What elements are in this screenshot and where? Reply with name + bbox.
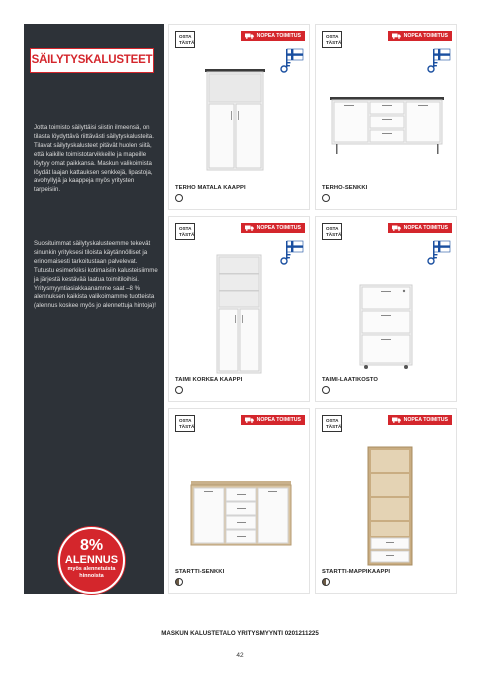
color-swatch[interactable] [175,578,183,586]
section-title: SÄILYTYSKALUSTEET [30,48,154,73]
fast-delivery-badge [241,31,305,41]
fast-delivery-label: NOPEA TOIMITUS [256,225,301,231]
product-card[interactable] [315,24,457,210]
product-name: STARTTI-MAPPIKAAPPI [322,569,391,575]
truck-icon [392,225,401,231]
product-name: STARTTI-SENKKI [175,569,225,575]
product-grid [168,24,457,594]
fast-delivery-badge [388,31,452,41]
truck-icon [245,417,254,423]
fast-delivery-label: NOPEA TOIMITUS [403,417,448,423]
fast-delivery-label: NOPEA TOIMITUS [403,33,448,39]
product-image [169,253,311,377]
color-swatch[interactable] [322,194,330,202]
truck-icon [392,33,401,39]
buy-here-button[interactable]: OSTA TÄSTÄ [175,31,195,48]
product-image [316,253,458,377]
fast-delivery-badge [388,415,452,425]
intro-paragraph: Jotta toimisto säilyttäisi siistin ilmeensä, on tilasta löydyttävä riittävästi säilytyskalusteita. Tilavat säilytyskalusteet pitävät huolen siitä, että kaikille toimistotarvikkeille ja mapeille löytyy omat paikkansa. Maskun valikoimista löydät laajan kattauksen senkkejä, lipastoja, avohyllyjä ja kaappeja myös yritysten tarpeisiin. [34,124,154,194]
color-swatch[interactable] [322,386,330,394]
product-image [316,445,458,569]
fast-delivery-label: NOPEA TOIMITUS [256,417,301,423]
badge-word: ALENNUS [64,554,119,566]
product-card[interactable] [315,216,457,402]
product-image [316,61,458,185]
fast-delivery-label: NOPEA TOIMITUS [403,225,448,231]
truck-icon [392,417,401,423]
product-card[interactable] [168,24,310,210]
product-card[interactable] [315,408,457,594]
product-card[interactable] [168,216,310,402]
truck-icon [245,225,254,231]
buy-here-button[interactable]: OSTA TÄSTÄ [175,415,195,432]
buy-here-button[interactable]: OSTA TÄSTÄ [175,223,195,240]
fast-delivery-badge [241,415,305,425]
color-swatch[interactable] [175,386,183,394]
product-image [169,61,311,185]
product-name: TERHO-SENKKI [322,185,368,191]
discount-paragraph: Suosituimmat säilytyskalusteemme tekevät sinunkin yrityksesi tiloista käytännölliset ja erinomaisesti tarkoitustaan palvelevat. Tutustu esimerkiksi kotimaisiin kalusteisiimme ja järjestä kestävää laatua toimitiloihisi. Yritysmyyntiasiakkaanamme saat –8 % alennuksen kaikista valikoimamme tuotteista (alennus koskee myös jo alennettuja hintoja)! [34,240,158,310]
page-number: 42 [236,652,244,659]
footer-contact: MASKUN KALUSTETALO YRITYSMYYNTI 0201211225 [161,630,319,637]
fast-delivery-badge [241,223,305,233]
buy-here-button[interactable]: OSTA TÄSTÄ [322,415,342,432]
fast-delivery-badge [388,223,452,233]
fast-delivery-label: NOPEA TOIMITUS [256,33,301,39]
badge-percent: 8% [79,537,104,554]
discount-badge [58,527,125,594]
product-name: TAIMI-LAATIKOSTO [322,377,379,383]
buy-here-button[interactable]: OSTA TÄSTÄ [322,223,342,240]
product-card[interactable] [168,408,310,594]
product-name: TERHO MATALA KAAPPI [175,185,246,191]
product-name: TAIMI KORKEA KAAPPI [175,377,243,383]
sidebar-panel [24,24,164,594]
truck-icon [245,33,254,39]
product-image [169,445,311,569]
buy-here-button[interactable]: OSTA TÄSTÄ [322,31,342,48]
badge-subtext: myös alennetuista hinnoista [67,566,116,579]
color-swatch[interactable] [175,194,183,202]
color-swatch[interactable] [322,578,330,586]
